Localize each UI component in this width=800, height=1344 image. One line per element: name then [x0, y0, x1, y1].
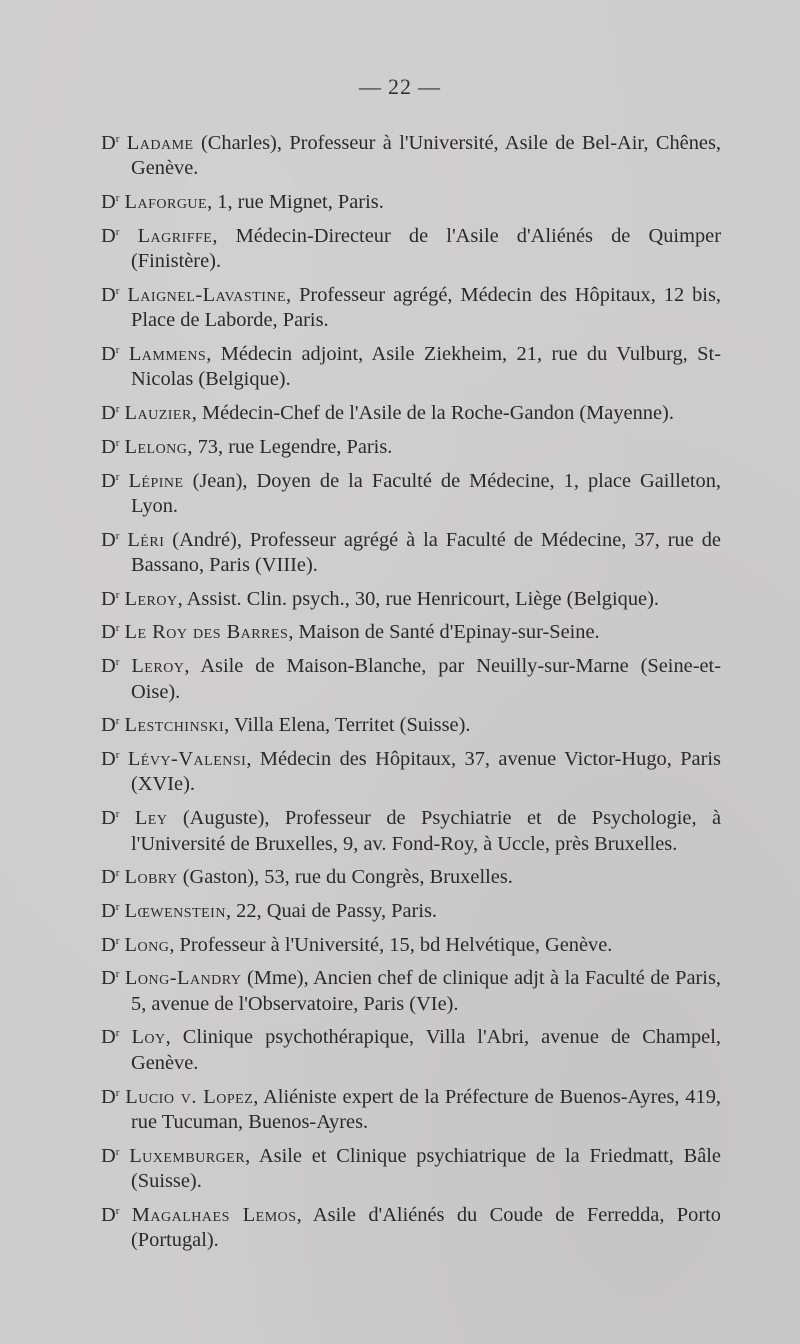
entry-details: (Gaston), 53, rue du Congrès, Bruxelles. — [177, 866, 513, 889]
entry-title: $D^r$ — [101, 402, 120, 425]
entry-details: , Médecin des Hôpitaux, 37, avenue Victor-Hugo, Paris (XVIe). — [131, 747, 721, 796]
entry-title: $D^r$ — [101, 899, 120, 922]
entry-title: $D^r$ — [101, 469, 120, 492]
entry-title: $D^r$ — [101, 714, 120, 737]
entry-title: $D^r$ — [101, 1085, 120, 1108]
entry-name: Lauzier — [124, 402, 192, 425]
page-number-dash-left: — — [359, 74, 382, 99]
directory-entry — [101, 743, 721, 798]
page-number-value: 22 — [388, 74, 412, 99]
directory-entry — [101, 338, 721, 393]
entry-details: , Asile d'Aliénés du Coude de Ferredda, Porto (Portugal). — [131, 1203, 721, 1252]
directory-entry — [101, 127, 721, 182]
entry-name: Léri — [127, 528, 165, 551]
directory-entry — [101, 650, 721, 705]
entry-name: Lobry — [124, 866, 178, 889]
directory-entry — [101, 1081, 721, 1136]
entry-name: Lammens — [128, 343, 207, 366]
entry-details: (André), Professeur agrégé à la Faculté de Médecine, 37, rue de Bassano, Paris (VIIIe). — [131, 528, 721, 577]
entry-name: Lépine — [128, 469, 184, 492]
entry-details: (Auguste), Professeur de Psychiatrie et de Psychologie, à l'Université de Bruxelles, 9, av. Fond-Roy, à Uccle, près Bruxelles. — [131, 807, 721, 855]
entry-details: , Asile et Clinique psychiatrique de la Friedmatt, Bâle (Suisse). — [131, 1144, 721, 1193]
entry-title: $D^r$ — [101, 621, 120, 644]
entry-details: , 1, rue Mignet, Paris. — [207, 191, 384, 214]
entry-details: , Villa Elena, Territet (Suisse). — [224, 714, 471, 737]
entry-details: , Aliéniste expert de la Préfecture de Buenos-Ayres, 419, rue Tucuman, Buenos-Ayres. — [131, 1085, 721, 1133]
entry-name: Ley — [134, 807, 168, 830]
entry-title: $D^r$ — [101, 933, 120, 956]
entry-details: , 22, Quai de Passy, Paris. — [225, 899, 438, 922]
directory-entry — [101, 929, 721, 958]
directory-entry — [101, 583, 721, 612]
directory-entry — [101, 616, 721, 645]
entry-name: Luxemburger — [129, 1144, 246, 1167]
entry-title: $D^r$ — [101, 435, 120, 458]
entry-title: $D^r$ — [101, 343, 120, 366]
entry-name: Long — [124, 933, 170, 956]
directory-entries — [101, 127, 721, 1258]
entry-title: $D^r$ — [101, 132, 120, 154]
entry-title: $D^r$ — [101, 283, 120, 306]
directory-entry — [101, 186, 721, 215]
entry-name: Laignel-Lavastine — [127, 283, 287, 306]
entry-name: Ladame — [126, 132, 194, 154]
entry-details: (Mme), Ancien chef de clinique adjt à la Faculté de Paris, 5, avenue de l'Observatoire, Paris (VIe). — [131, 967, 721, 1015]
entry-details: (Charles), Professeur à l'Université, Asile de Bel-Air, Chênes, Genève. — [131, 132, 721, 180]
directory-entry — [101, 962, 721, 1017]
entry-details: , Assist. Clin. psych., 30, rue Henricourt, Liège (Belgique). — [177, 587, 659, 610]
entry-details: , Asile de Maison-Blanche, par Neuilly-sur-Marne (Seine-et-Oise). — [131, 655, 721, 703]
directory-entry — [101, 861, 721, 890]
directory-entry — [101, 1199, 721, 1254]
entry-details: , Professeur agrégé, Médecin des Hôpitaux, 12 bis, Place de Laborde, Paris. — [131, 283, 721, 332]
page-number — [0, 74, 800, 100]
entry-title: $D^r$ — [101, 587, 120, 610]
entry-title: $D^r$ — [101, 747, 120, 770]
entry-title: $D^r$ — [101, 655, 120, 678]
entry-title: $D^r$ — [101, 807, 120, 830]
entry-name: Lucio v. Lopez — [125, 1085, 254, 1108]
directory-entry — [101, 895, 721, 924]
entry-name: Leroy — [131, 655, 185, 678]
directory-entry — [101, 709, 721, 738]
entry-title: $D^r$ — [101, 191, 120, 214]
entry-details: (Jean), Doyen de la Faculté de Médecine, 1, place Gailleton, Lyon. — [131, 469, 721, 517]
directory-entry — [101, 431, 721, 460]
entry-details: , 73, rue Legendre, Paris. — [187, 435, 393, 458]
entry-name: Leroy — [124, 587, 178, 610]
entry-name: Lagriffe — [137, 224, 213, 247]
directory-entry — [101, 802, 721, 857]
entry-title: $D^r$ — [101, 224, 120, 247]
entry-name: Lœwenstein — [124, 899, 226, 922]
entry-details: , Médecin adjoint, Asile Ziekheim, 21, rue du Vulburg, St-Nicolas (Belgique). — [131, 343, 721, 391]
directory-entry — [101, 465, 721, 520]
directory-entry — [101, 524, 721, 579]
entry-title: $D^r$ — [101, 1144, 120, 1167]
directory-entry — [101, 1140, 721, 1195]
entry-details: , Médecin-Chef de l'Asile de la Roche-Gandon (Mayenne). — [191, 402, 674, 425]
entry-details: , Médecin-Directeur de l'Asile d'Aliénés de Quimper (Finistère). — [131, 224, 721, 273]
entry-name: Long-Landry — [124, 967, 242, 990]
entry-details: , Professeur à l'Université, 15, bd Helvétique, Genève. — [169, 933, 613, 956]
entry-name: Le Roy des Barres — [124, 621, 289, 644]
directory-entry — [101, 279, 721, 334]
entry-name: Lévy-Valensi — [127, 747, 247, 770]
entry-name: Magalhaes Lemos — [131, 1203, 297, 1226]
entry-title: $D^r$ — [101, 866, 120, 889]
entry-title: $D^r$ — [101, 528, 120, 551]
directory-entry — [101, 397, 721, 426]
entry-title: $D^r$ — [101, 1203, 120, 1226]
entry-name: Lestchinski — [124, 714, 225, 737]
directory-entry — [101, 1021, 721, 1076]
directory-entry — [101, 220, 721, 275]
entry-name: Loy — [131, 1026, 166, 1049]
entry-title: $D^r$ — [101, 967, 120, 990]
entry-details: , Clinique psychothérapique, Villa l'Abri, avenue de Champel, Genève. — [131, 1026, 721, 1074]
entry-name: Lelong — [124, 435, 188, 458]
entry-title: $D^r$ — [101, 1026, 120, 1049]
entry-details: , Maison de Santé d'Epinay-sur-Seine. — [288, 621, 600, 644]
page-number-dash-right: — — [418, 74, 441, 99]
entry-name: Laforgue — [124, 191, 208, 214]
